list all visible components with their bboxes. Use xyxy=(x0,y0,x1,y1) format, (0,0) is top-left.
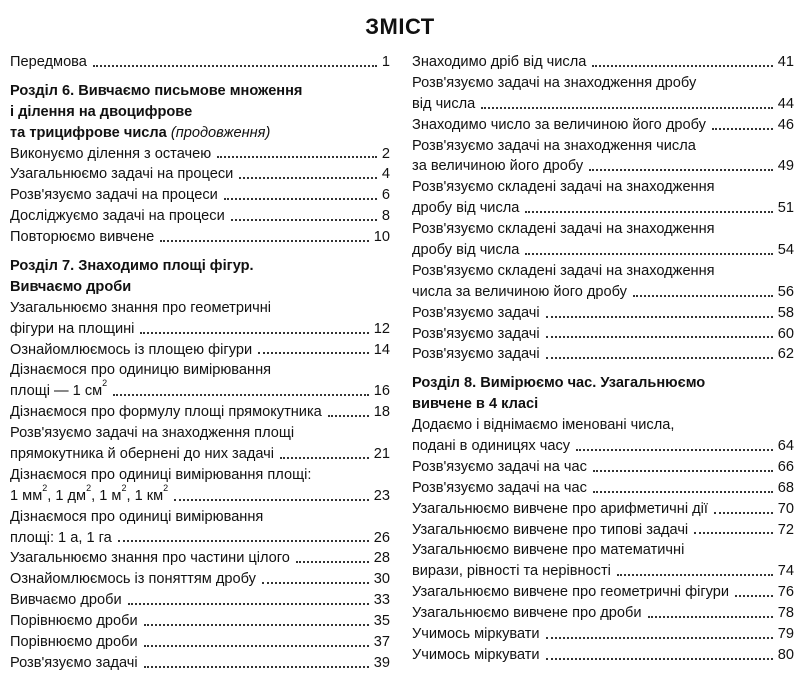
toc-entry-line1[interactable]: Дізнаємося про одиницю вимірювання xyxy=(10,362,272,379)
page-number: 35 xyxy=(373,613,390,630)
page-number: 8 xyxy=(381,208,390,225)
page-number: 68 xyxy=(777,479,794,496)
section-heading: Розділ 7. Знаходимо площі фігур. xyxy=(10,258,254,274)
page-number: 58 xyxy=(777,304,794,321)
toc-entry[interactable]: прямокутника й обернені до них задачі 21 xyxy=(10,444,390,465)
toc-entry[interactable]: Узагальнюємо вивчене про арифметичні дії 70 xyxy=(412,499,794,520)
section-heading: вивчене в 4 класі xyxy=(412,396,539,413)
page-number: 72 xyxy=(777,521,794,538)
page-number: 66 xyxy=(777,458,794,475)
toc-entry[interactable]: від числа 44 xyxy=(412,94,794,115)
toc-entry-line1[interactable]: Дізнаємося про одиниці вимірювання площі: xyxy=(10,466,312,483)
toc-entry-line1[interactable]: Додаємо і віднімаємо іменовані числа, xyxy=(412,417,675,434)
toc-entry[interactable]: Розв'язуємо задачі на час 68 xyxy=(412,478,794,499)
toc-entry[interactable]: площі: 1 а, 1 га 26 xyxy=(10,528,390,549)
toc-entry[interactable]: фігури на площині 12 xyxy=(10,319,390,340)
toc-entry[interactable]: Узагальнюємо задачі на процеси 4 xyxy=(10,164,390,185)
page-number: 14 xyxy=(373,341,390,358)
page-number: 70 xyxy=(777,500,794,517)
page-number: 54 xyxy=(777,242,794,258)
page-number: 28 xyxy=(373,550,390,567)
section-heading: і ділення на двоцифрове xyxy=(10,103,193,120)
page-number: 1 xyxy=(381,53,390,70)
toc-entry-line1[interactable]: Узагальнюємо знання про геометричні xyxy=(10,299,272,316)
toc-entry[interactable]: Досліджуємо задачі на процеси 8 xyxy=(10,206,390,227)
page-number: 78 xyxy=(777,605,794,622)
toc-entry[interactable]: Знаходимо дріб від числа 41 xyxy=(412,52,794,73)
toc-entry[interactable]: Узагальнюємо вивчене про геометричні фігури 76 xyxy=(412,582,794,603)
page-number: 21 xyxy=(373,446,390,463)
toc-entry[interactable]: Дізнаємося про формулу площі прямокутника 18 xyxy=(10,402,390,423)
toc-entry-line1[interactable]: Узагальнюємо вивчене про математичні xyxy=(412,542,685,559)
section-heading: Вивчаємо дроби xyxy=(10,278,132,295)
toc-entry[interactable]: Розв'язуємо задачі 62 xyxy=(412,344,794,365)
toc-entry[interactable]: Вивчаємо дроби 33 xyxy=(10,590,390,611)
toc-entry[interactable]: Порівнюємо дроби 35 xyxy=(10,611,390,632)
section-heading: та трицифрове числа (продовження) xyxy=(10,124,271,141)
page-number: 44 xyxy=(777,95,794,112)
toc-entry[interactable]: Розв'язуємо задачі на процеси 6 xyxy=(10,185,390,206)
page-number: 56 xyxy=(777,283,794,300)
toc-entry[interactable]: Розв'язуємо задачі 58 xyxy=(412,303,794,324)
page-number: 79 xyxy=(777,626,794,643)
page-number: 39 xyxy=(373,654,390,671)
page-number: 60 xyxy=(777,325,794,342)
toc-entry-line1[interactable]: Розв'язуємо складені задачі на знаходження xyxy=(412,262,715,279)
toc-entry[interactable]: Узагальнюємо вивчене про дроби 78 xyxy=(412,603,794,624)
toc-entry[interactable]: Виконуємо ділення з остачею 2 xyxy=(10,144,390,165)
page-number: 62 xyxy=(777,346,794,363)
page-number: 46 xyxy=(777,116,794,133)
toc-entry[interactable]: дробу від числа 54 xyxy=(412,240,794,261)
page-number: 33 xyxy=(373,592,390,609)
toc-entry[interactable]: вирази, рівності та нерівності 74 xyxy=(412,561,794,582)
toc-entry[interactable]: Розв'язуємо задачі 60 xyxy=(412,324,794,345)
toc-entry[interactable]: за величиною його дробу 49 xyxy=(412,156,794,177)
page-number: 12 xyxy=(373,320,390,337)
toc-entry[interactable]: числа за величиною його дробу 56 xyxy=(412,282,794,303)
page-title: ЗМІСТ xyxy=(365,14,435,39)
page-number: 64 xyxy=(777,438,794,455)
toc-entry[interactable]: Розв'язуємо задачі на час 66 xyxy=(412,457,794,478)
toc-entry[interactable]: Узагальнюємо знання про частини цілого 28 xyxy=(10,548,390,569)
section-heading: Розділ 6. Вивчаємо письмове множення xyxy=(10,82,303,99)
toc-entry[interactable]: Ознайомлюємось із площею фігури 14 xyxy=(10,340,390,361)
toc-entry[interactable]: Розв'язуємо задачі 39 xyxy=(10,653,390,674)
page-number: 30 xyxy=(373,571,390,588)
page-number: 10 xyxy=(373,229,390,246)
page-number: 26 xyxy=(373,529,390,546)
page-number: 37 xyxy=(373,634,390,651)
page-number: 74 xyxy=(777,563,794,580)
toc-entry[interactable]: Повторюємо вивчене 10 xyxy=(10,227,390,248)
toc-entry[interactable]: площі — 1 $см^2$ 16 xyxy=(10,381,390,402)
toc-entry[interactable]: Ознайомлюємось із поняттям дробу 30 xyxy=(10,569,390,590)
toc-entry[interactable]: подані в одиницях часу 64 xyxy=(412,436,794,457)
toc-right-column xyxy=(412,52,794,666)
page-number: 49 xyxy=(777,158,794,175)
page-number: 41 xyxy=(777,53,794,70)
section-heading: Розділ 8. Вимірюємо час. Узагальнюємо xyxy=(412,375,706,392)
toc-entry[interactable]: 1 $мм^2$, 1 $дм^2$, 1 $м^2$, 1 $км^2$ 23 xyxy=(10,486,390,507)
toc-entry-line1[interactable]: Розв'язуємо задачі на знаходження дробу xyxy=(412,74,697,91)
page-number: 18 xyxy=(373,404,390,421)
toc-entry-line1[interactable]: Розв'язуємо задачі на знаходження площі xyxy=(10,425,295,442)
page-number: 6 xyxy=(381,187,390,204)
toc-entry-line1[interactable]: Розв'язуємо задачі на знаходження числа xyxy=(412,137,696,154)
toc-entry[interactable]: Знаходимо число за величиною його дробу 46 xyxy=(412,115,794,136)
page-number: 76 xyxy=(777,584,794,601)
page-number: 16 xyxy=(373,383,390,400)
page-number: 4 xyxy=(381,166,390,183)
toc-entry[interactable]: Учимось міркувати 80 xyxy=(412,645,794,666)
toc-entry-line1[interactable]: Розв'язуємо складені задачі на знаходження xyxy=(412,221,715,238)
toc-left-column xyxy=(10,52,390,674)
toc-entry-line1[interactable]: Розв'язуємо складені задачі на знаходження xyxy=(412,179,715,196)
toc-entry[interactable]: дробу від числа 51 xyxy=(412,198,794,219)
toc-entry[interactable]: Передмова 1 xyxy=(10,52,390,73)
page-number: 2 xyxy=(381,145,390,162)
toc-entry-line1[interactable]: Дізнаємося про одиниці вимірювання xyxy=(10,508,264,525)
toc-entry[interactable]: Узагальнюємо вивчене про типові задачі 72 xyxy=(412,520,794,541)
page-number: 51 xyxy=(777,200,794,217)
toc-entry[interactable]: Учимось міркувати 79 xyxy=(412,624,794,645)
toc-entry[interactable]: Порівнюємо дроби 37 xyxy=(10,632,390,653)
page-number: 80 xyxy=(777,646,794,663)
page-number: 23 xyxy=(373,487,390,504)
